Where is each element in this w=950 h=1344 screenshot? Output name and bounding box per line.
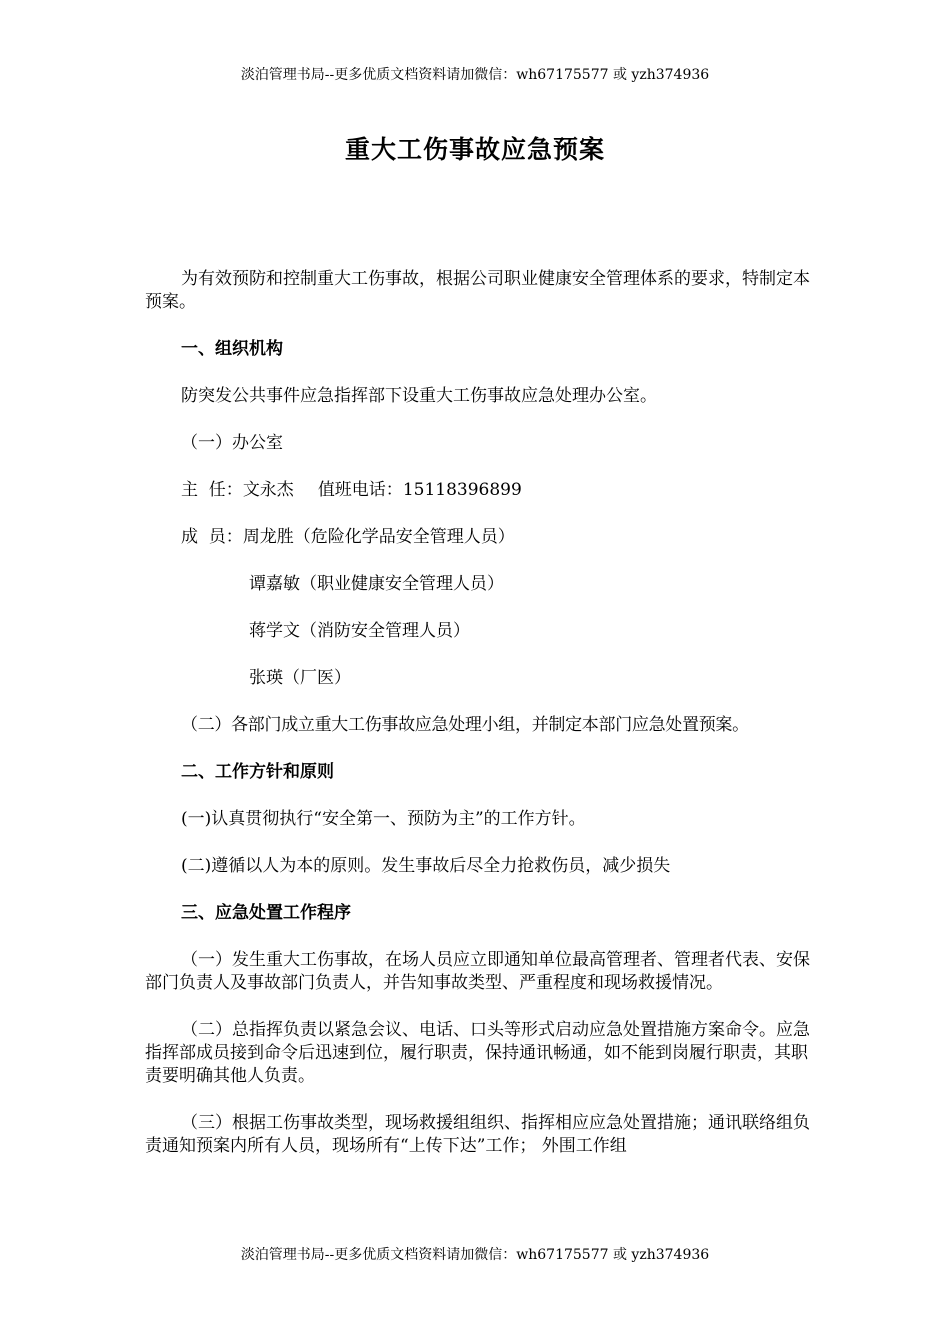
- members-line: [145, 526, 820, 549]
- member-item: 蒋学文（消防安全管理人员）: [249, 621, 470, 641]
- intro-paragraph: 为有效预防和控制重大工伤事故，根据公司职业健康安全管理体系的要求，特制定本预案。: [145, 269, 810, 312]
- page-header: 淡泊管理书局--更多优质文档资料请加微信：wh67175577 或 yzh374936: [240, 67, 710, 83]
- department-groups-item: （二）各部门成立重大工伤事故应急处理小组，并制定本部门应急处置预案。: [181, 715, 749, 735]
- principle-item: (二)遵循以人为本的原则。发生事故后尽全力抢救伤员，减少损失: [181, 856, 671, 876]
- procedure-item: （二）总指挥负责以紧急会议、电话、口头等形式启动应急处置措施方案命令。应急指挥部成员接到命令后迅速到位，履行职责，保持通讯畅通，如不能到岗履行职责，其职责要明确其他人负责。: [145, 1020, 810, 1086]
- procedure-item: （三）根据工伤事故类型，现场救援组组织、指挥相应应急处置措施；通讯联络组负责通知预案内所有人员，现场所有“上传下达”工作； 外围工作组: [145, 1113, 810, 1156]
- member-item: 谭嘉敏（职业健康安全管理人员）: [249, 574, 504, 594]
- director-name: 文永杰: [242, 480, 294, 500]
- section3-heading: 三、应急处置工作程序: [181, 903, 351, 923]
- member-item: 周龙胜（危险化学品安全管理人员）: [242, 527, 515, 547]
- page-footer: 淡泊管理书局--更多优质文档资料请加微信：wh67175577 或 yzh374936: [240, 1247, 710, 1263]
- section2-heading: 二、工作方针和原则: [181, 762, 334, 782]
- director-line: [145, 479, 820, 502]
- document-body: [145, 268, 820, 1182]
- director-label: 主 任：: [181, 480, 243, 500]
- section1-description: 防突发公共事件应急指挥部下设重大工伤事故应急处理办公室。: [181, 386, 657, 406]
- procedure-item: （一）发生重大工伤事故，在场人员应立即通知单位最高管理者、管理者代表、安保部门负责人及事故部门负责人，并告知事故类型、严重程度和现场救援情况。: [145, 950, 810, 993]
- members-label: 成 员：: [181, 527, 243, 547]
- phone-label: 值班电话：: [317, 480, 403, 500]
- document-title: 重大工伤事故应急预案: [344, 135, 605, 164]
- member-item: 张瑛（厂医）: [249, 668, 351, 688]
- section1-heading: 一、组织机构: [181, 339, 283, 359]
- office-heading: （一）办公室: [181, 433, 283, 453]
- principle-item: (一)认真贯彻执行“安全第一、预防为主”的工作方针。: [181, 809, 586, 829]
- duty-phone: 15118396899: [402, 480, 522, 500]
